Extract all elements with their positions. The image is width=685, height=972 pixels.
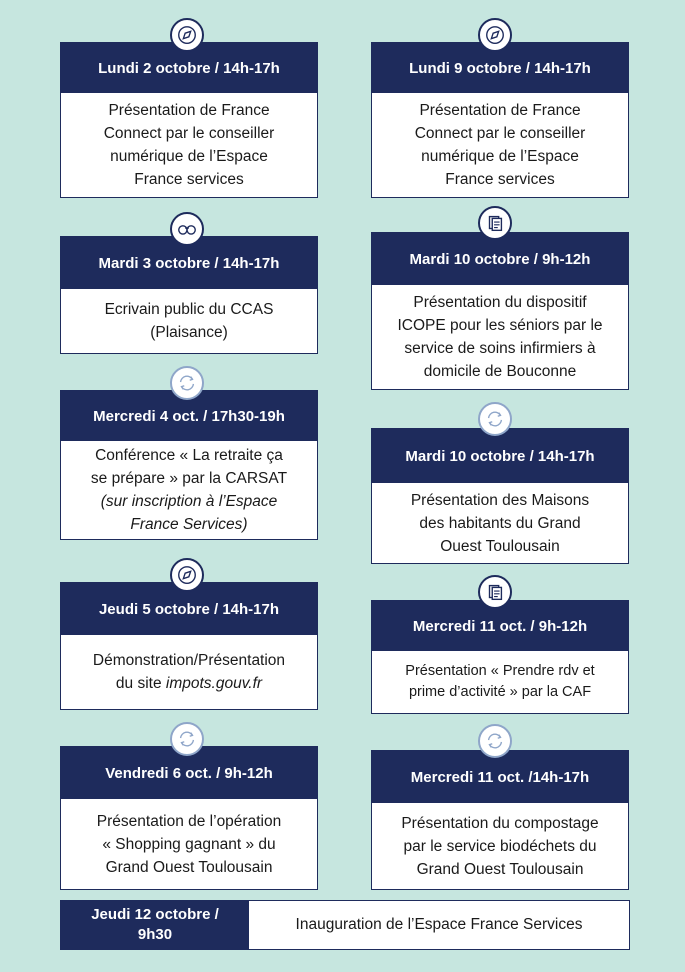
event-date: Mercredi 11 oct. /14h-17h: [372, 751, 628, 803]
event-date: Jeudi 5 octobre / 14h-17h: [61, 583, 317, 635]
event-description: Présentation de France Connect par le conseiller numérique de l’Espace France services: [103, 102, 275, 188]
event-card-7: [60, 582, 318, 710]
event-card-10: [371, 750, 629, 890]
documents-icon: [478, 575, 512, 609]
event-description: Présentation « Prendre rdv et prime d’activité » par la CAF: [405, 663, 595, 700]
event-card-8: [371, 600, 629, 714]
event-description: Ecrivain public du CCAS (Plaisance): [104, 301, 274, 341]
event-card-1: [60, 42, 318, 198]
event-card-9: [60, 746, 318, 890]
event-description: Présentation de l’opération « Shopping gagnant » du Grand Ouest Toulousain: [96, 812, 282, 876]
event-date: Vendredi 6 oct. / 9h-12h: [61, 747, 317, 799]
refresh-icon: [478, 402, 512, 436]
compass-icon: [478, 18, 512, 52]
event-card-3: [60, 236, 318, 354]
refresh-icon: [170, 366, 204, 400]
inauguration-date: Jeudi 12 octobre / 9h30: [61, 901, 249, 949]
compass-icon: [170, 18, 204, 52]
event-description: Présentation du compostage par le service biodéchets du Grand Ouest Toulousain: [401, 814, 599, 878]
refresh-icon: [170, 722, 204, 756]
event-description: Présentation de France Connect par le conseiller numérique de l’Espace France services: [414, 102, 586, 188]
compass-icon: [170, 558, 204, 592]
event-description: Présentation des Maisons des habitants du Grand Ouest Toulousain: [410, 491, 590, 555]
event-date: Mercredi 4 oct. / 17h30-19h: [61, 391, 317, 441]
event-date: Lundi 2 octobre / 14h-17h: [61, 43, 317, 93]
refresh-icon: [478, 724, 512, 758]
event-date: Mardi 10 octobre / 14h-17h: [372, 429, 628, 483]
event-description: Conférence « La retraite ça se prépare » par la CARSAT (sur inscription à l’Espace France Services): [90, 447, 288, 533]
event-description: Présentation du dispositif ICOPE pour les séniors par le service de soins infirmiers à domicile de Bouconne: [397, 294, 603, 380]
event-date: Mardi 10 octobre / 9h-12h: [372, 233, 628, 285]
event-card-5: [60, 390, 318, 540]
documents-icon: [478, 206, 512, 240]
binoculars-icon: [170, 212, 204, 246]
event-date: Mardi 3 octobre / 14h-17h: [61, 237, 317, 289]
inauguration-banner: [60, 900, 630, 950]
event-card-2: [371, 42, 629, 198]
event-date: Lundi 9 octobre / 14h-17h: [372, 43, 628, 93]
inauguration-text: Inauguration de l’Espace France Services: [295, 916, 583, 933]
event-date: Mercredi 11 oct. / 9h-12h: [372, 601, 628, 651]
event-card-6: [371, 428, 629, 564]
event-description: Démonstration/Présentation du site impots.gouv.fr: [92, 652, 286, 692]
event-card-4: [371, 232, 629, 390]
